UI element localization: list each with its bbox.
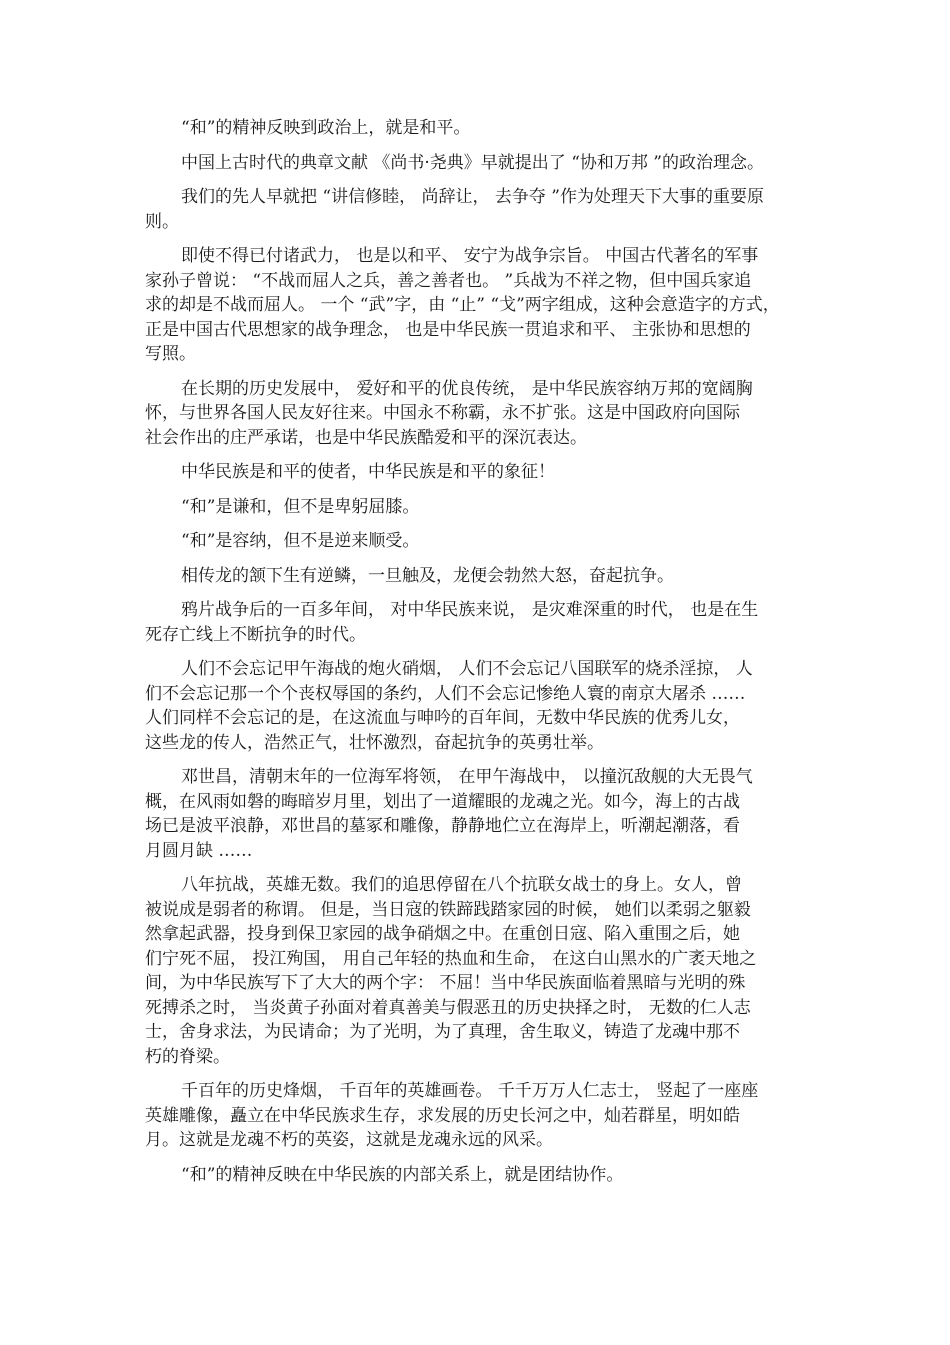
paragraph xyxy=(145,564,817,589)
paragraph xyxy=(145,244,817,367)
text-line: 在长期的历史发展中， 爱好和平的优良传统， 是中华民族容纳万邦的宽阔胸 xyxy=(181,378,753,399)
text-line: 中国上古时代的典章文献 《尚书·尧典》早就提出了 “协和万邦 ”的政治理念。 xyxy=(181,152,764,173)
paragraph xyxy=(145,185,817,234)
paragraph xyxy=(145,151,817,176)
paragraph xyxy=(145,377,817,451)
text-line: 人们同样不会忘记的是，在这流血与呻吟的百年间，无数中华民族的优秀儿女， xyxy=(145,708,740,728)
text-line: 士，舍身求法，为民请命；为了光明，为了真理，舍生取义，铸造了龙魂中那不 xyxy=(145,1022,740,1042)
text-line: 鸦片战争后的一百多年间， 对中华民族来说， 是灾难深重的时代， 也是在生 xyxy=(181,600,759,620)
text-line: “和”的精神反映在中华民族的内部关系上，就是团结协作。 xyxy=(181,1164,624,1185)
document-body xyxy=(145,116,817,1197)
paragraph xyxy=(145,1163,817,1188)
text-line: 社会作出的庄严承诺，也是中华民族酷爱和平的深沉表达。 xyxy=(145,427,587,448)
text-line: 求的却是不战而屈人。 一个 “武”字，由 “止” “戈”两字组成，这种会意造字的方式， xyxy=(145,295,780,315)
text-line: 人们不会忘记甲午海战的炮火硝烟， 人们不会忘记八国联军的烧杀淫掠， 人 xyxy=(181,659,753,679)
paragraph xyxy=(145,765,817,863)
paragraph xyxy=(145,460,817,485)
text-line: 这些龙的传人，浩然正气，壮怀激烈，奋起抗争的英勇壮举。 xyxy=(145,732,604,753)
text-line: 中华民族是和平的使者，中华民族是和平的象征！ xyxy=(181,462,555,482)
paragraph xyxy=(145,495,817,520)
text-line: 概，在风雨如磐的晦暗岁月里，划出了一道耀眼的龙魂之光。如今，海上的古战 xyxy=(145,791,740,812)
text-line: 们宁死不屈， 投江殉国， 用自己年轻的热血和生命， 在这白山黑水的广袤天地之 xyxy=(145,948,757,969)
text-line: 朽的脊梁。 xyxy=(145,1046,230,1067)
text-line: 被说成是弱者的称谓。 但是，当日寇的铁蹄践踏家园的时候， 她们以柔弱之躯毅 xyxy=(145,899,751,920)
text-line: 八年抗战，英雄无数。我们的追思停留在八个抗联女战士的身上。女人，曾 xyxy=(181,875,742,895)
text-line: 月圆月缺 …… xyxy=(145,840,253,861)
text-line: 们不会忘记那一个个丧权辱国的条约，人们不会忘记惨绝人寰的南京大屠杀 …… xyxy=(145,683,746,704)
text-line: 即使不得已付诸武力， 也是以和平、 安宁为战争宗旨。 中国古代著名的军事 xyxy=(181,246,759,266)
text-line: 死搏杀之时， 当炎黄子孙面对着真善美与假恶丑的历史抉择之时， 无数的仁人志 xyxy=(145,997,751,1018)
paragraph xyxy=(145,1079,817,1153)
text-line: 场已是波平浪静，邓世昌的墓冢和雕像，静静地伫立在海岸上，听潮起潮落，看 xyxy=(145,816,740,836)
paragraph xyxy=(145,529,817,554)
text-line: 月。这就是龙魂不朽的英姿，这就是龙魂永远的风采。 xyxy=(145,1130,553,1150)
text-line: 然拿起武器，投身到保卫家园的战争硝烟之中。在重创日寇、陷入重围之后，她 xyxy=(145,924,740,944)
text-line: “和”是谦和，但不是卑躬屈膝。 xyxy=(181,496,420,517)
text-line: 写照。 xyxy=(145,344,196,364)
text-line: 英雄雕像，矗立在中华民族求生存，求发展的历史长河之中，灿若群星，明如皓 xyxy=(145,1105,740,1126)
text-line: “和”是容纳，但不是逆来顺受。 xyxy=(181,531,420,551)
paragraph xyxy=(145,116,817,141)
paragraph xyxy=(145,657,817,755)
text-line: 正是中国古代思想家的战争理念， 也是中华民族一贯追求和平、 主张协和思想的 xyxy=(145,319,751,340)
text-line: 则。 xyxy=(145,211,179,232)
paragraph xyxy=(145,598,817,647)
text-line: 间，为中华民族写下了大大的两个字： 不屈！当中华民族面临着黑暗与光明的殊 xyxy=(145,973,746,993)
paragraph xyxy=(145,873,817,1069)
text-line: 相传龙的颔下生有逆鳞，一旦触及，龙便会勃然大怒，奋起抗争。 xyxy=(181,565,674,586)
text-line: 我们的先人早就把 “讲信修睦， 尚辞让， 去争夺 ”作为处理天下大事的重要原 xyxy=(181,187,764,207)
text-line: 怀，与世界各国人民友好往来。中国永不称霸，永不扩张。这是中国政府向国际 xyxy=(145,403,740,423)
text-line: 死存亡线上不断抗争的时代。 xyxy=(145,624,366,645)
text-line: 千百年的历史烽烟， 千百年的英雄画卷。 千千万万人仁志士， 竖起了一座座 xyxy=(181,1081,759,1101)
text-line: 家孙子曾说： “不战而屈人之兵，善之善者也。 ”兵战为不祥之物，但中国兵家追 xyxy=(145,270,752,291)
text-line: “和”的精神反映到政治上，就是和平。 xyxy=(181,118,471,138)
text-line: 邓世昌，清朝末年的一位海军将领， 在甲午海战中， 以撞沉敌舰的大无畏气 xyxy=(181,767,753,787)
